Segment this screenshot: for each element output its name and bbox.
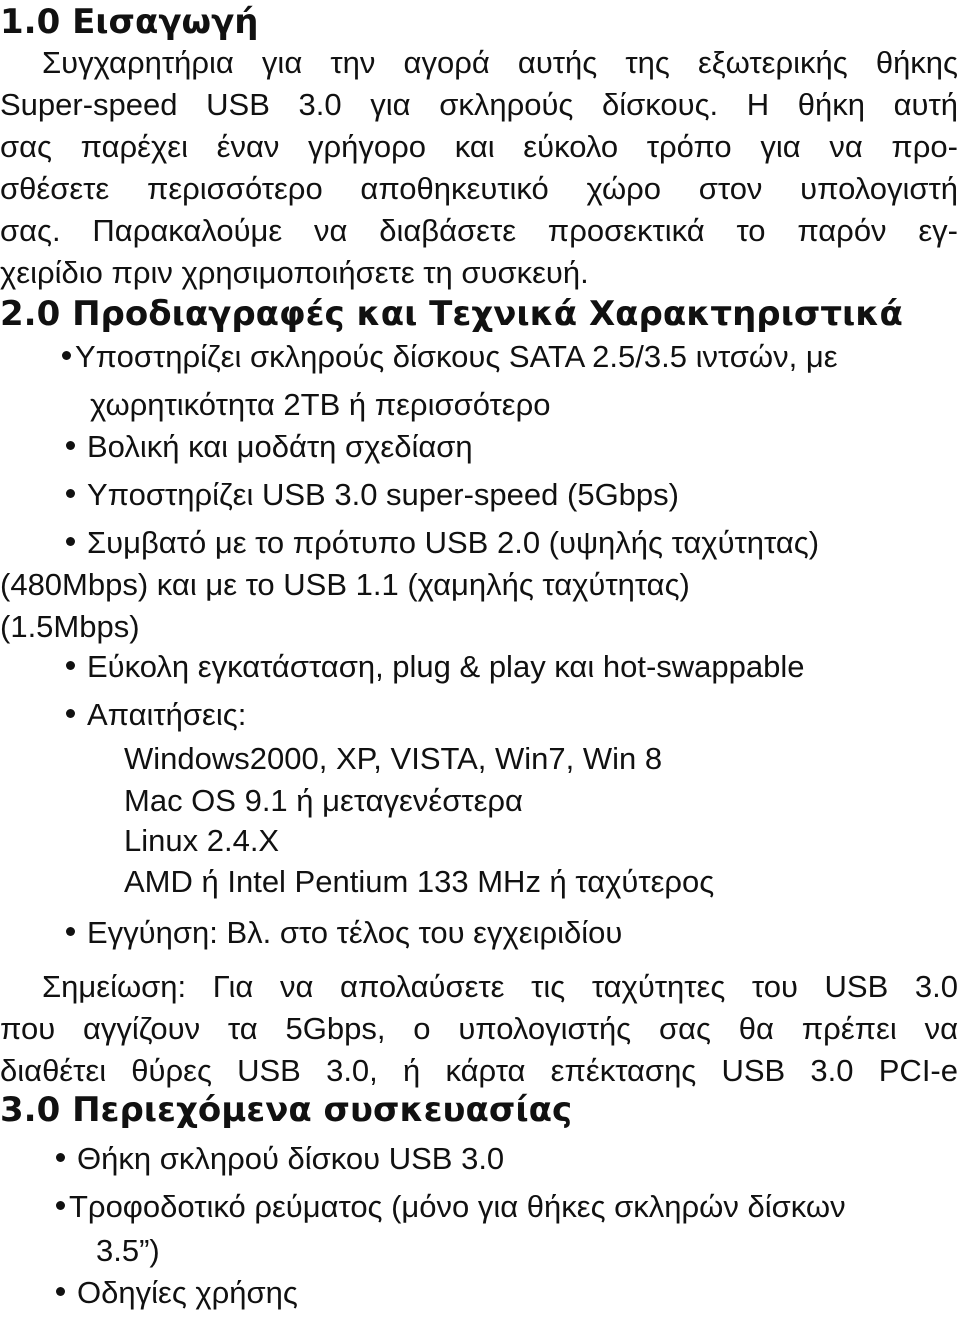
package-item xyxy=(56,1138,504,1180)
requirement-item: Mac OS 9.1 ή μεταγενέστερα xyxy=(124,783,523,818)
note-line: Σημείωση: Για να απολαύσετε τις ταχύτητες του USB 3.0 xyxy=(42,969,958,1004)
spec-text: (1.5Mbps) xyxy=(0,609,140,644)
requirement-item: AMD ή Intel Pentium 133 MHz ή ταχύτερος xyxy=(124,864,715,899)
note-line: διαθέτει θύρες USB 3.0, ή κάρτα επέκτασης USB 3.0 PCI-e xyxy=(0,1053,958,1088)
paragraph-line: Συγχαρητήρια για την αγορά αυτής της εξωτερικής θήκης xyxy=(42,45,958,80)
requirement-item: Windows2000, XP, VISTA, Win7, Win 8 xyxy=(124,741,663,776)
paragraph-line: χειρίδιο πριν χρησιμοποιήσετε τη συσκευή. xyxy=(0,255,589,290)
spec-text: Υποστηρίζει σκληρούς δίσκους SATA 2.5/3.5 ιντσών, με xyxy=(75,339,838,374)
bullet-icon xyxy=(66,661,75,670)
spec-bullet xyxy=(66,474,679,516)
spec-bullet xyxy=(62,336,838,378)
bullet-icon xyxy=(56,1287,65,1296)
bullet-icon xyxy=(66,537,75,546)
spec-text: (480Mbps) και με το USB 1.1 (χαμηλής ταχύτητας) xyxy=(0,567,690,602)
bullet-icon xyxy=(66,709,75,718)
paragraph-line: σας. Παρακαλούμε να διαβάσετε προσεκτικά το παρόν εγ- xyxy=(0,213,958,248)
bullet-icon xyxy=(66,927,75,936)
package-item-text: Οδηγίες χρήσης xyxy=(77,1275,298,1310)
spec-text: Απαιτήσεις: xyxy=(87,697,247,732)
note-line: που αγγίζουν τα 5Gbps, ο υπολογιστής σας θα πρέπει να xyxy=(0,1011,958,1046)
section-heading-introduction: 1.0 Εισαγωγή xyxy=(0,2,259,42)
spec-bullet-continuation xyxy=(0,606,140,648)
spec-text: Εύκολη εγκατάσταση, plug & play και hot-swappable xyxy=(87,649,805,684)
paragraph-line: Super-speed USB 3.0 για σκληρούς δίσκους. Η θήκη αυτή xyxy=(0,87,958,122)
spec-text: χωρητικότητα 2TB ή περισσότερο xyxy=(90,387,551,422)
introduction-paragraph xyxy=(0,42,958,294)
bullet-icon xyxy=(56,1201,65,1210)
spec-text: Εγγύηση: Βλ. στο τέλος του εγχειριδίου xyxy=(87,915,623,950)
bullet-icon xyxy=(56,1153,65,1162)
spec-bullet-continuation xyxy=(0,564,690,606)
section-heading-specifications: 2.0 Προδιαγραφές και Τεχνικά Χαρακτηριστικά xyxy=(0,294,903,334)
package-item-text: Θήκη σκληρού δίσκου USB 3.0 xyxy=(77,1141,505,1176)
bullet-icon xyxy=(66,489,75,498)
spec-text: Βολική και μοδάτη σχεδίαση xyxy=(87,429,473,464)
package-item-continuation xyxy=(96,1230,160,1272)
package-item-text: 3.5”) xyxy=(96,1233,160,1268)
usb3-note xyxy=(0,966,958,1092)
paragraph-line: σας παρέχει έναν γρήγορο και εύκολο τρόπο για να προ- xyxy=(0,129,958,164)
spec-text: Υποστηρίζει USB 3.0 super-speed (5Gbps) xyxy=(87,477,679,512)
spec-bullet xyxy=(66,522,819,564)
spec-text: Συμβατό με το πρότυπο USB 2.0 (υψηλής ταχύτητας) xyxy=(87,525,820,560)
spec-bullet-continuation xyxy=(90,384,550,426)
section-heading-package-contents: 3.0 Περιεχόμενα συσκευασίας xyxy=(0,1090,573,1130)
spec-bullet xyxy=(66,694,246,736)
spec-bullet xyxy=(66,912,622,954)
package-item xyxy=(56,1272,298,1314)
spec-bullet xyxy=(66,646,804,688)
spec-bullet xyxy=(66,426,473,468)
bullet-icon xyxy=(62,351,71,360)
package-item-text: Τροφοδοτικό ρεύματος (μόνο για θήκες σκληρών δίσκων xyxy=(69,1189,846,1224)
requirement-item: Linux 2.4.X xyxy=(124,823,280,858)
paragraph-line: σθέσετε περισσότερο αποθηκευτικό χώρο στον υπολογιστή xyxy=(0,171,958,206)
package-item xyxy=(56,1186,846,1228)
bullet-icon xyxy=(66,441,75,450)
